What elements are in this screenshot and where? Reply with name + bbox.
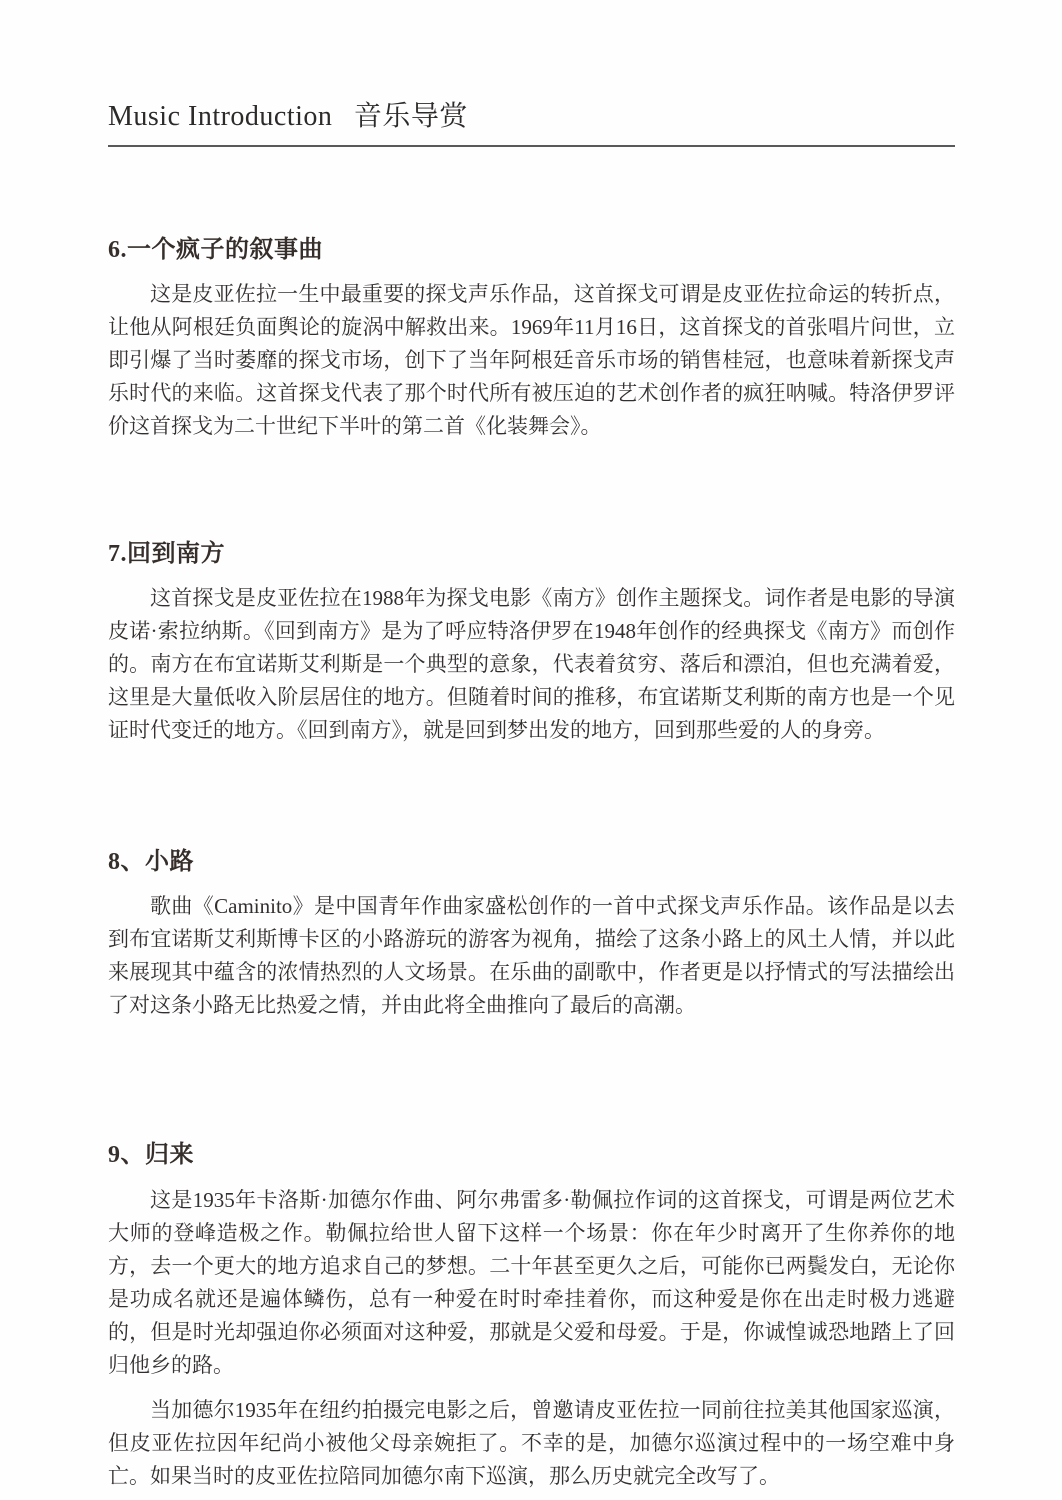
section-homecoming-paragraph-1: 这是1935年卡洛斯·加德尔作曲、阿尔弗雷多·勒佩拉作词的这首探戈，可谓是两位艺术大师的登峰造极之作。勒佩拉给世人留下这样一个场景：你在年少时离开了生你养你的地方，去一个更大的地方追求自己的梦想。二十年甚至更久之后，可能你已两鬓发白，无论你是功成名就还是遍体鳞伤，总有一种爱在时时牵挂着你，而这种爱是你在出走时极力逃避的，但是时光却强迫你必须面对这种爱，那就是父爱和母爱。于是，你诚惶诚恐地踏上了回归他乡的路。 bbox=[108, 1187, 955, 1377]
section-madman-ballad-paragraph: 这是皮亚佐拉一生中最重要的探戈声乐作品，这首探戈可谓是皮亚佐拉命运的转折点，让他从阿根廷负面舆论的旋涡中解救出来。1969年11月16日，这首探戈的首张唱片问世，立即引爆了当时萎靡的探戈市场，创下了当年阿根廷音乐市场的销售桂冠，也意味着新探戈声乐时代的来临。这首探戈代表了那个时代所有被压迫的艺术创作者的疯狂呐喊。特洛伊罗评价这首探戈为二十世纪下半叶的第二首《化装舞会》。 bbox=[108, 281, 955, 438]
page-title-english: Music Introduction bbox=[108, 101, 333, 132]
section-homecoming bbox=[108, 1140, 955, 1492]
section-caminito-heading: 8、小路 bbox=[108, 849, 194, 876]
section-return-to-south bbox=[108, 539, 955, 747]
section-return-to-south-paragraph: 这首探戈是皮亚佐拉在1988年为探戈电影《南方》创作主题探戈。词作者是电影的导演皮诺·索拉纳斯。《回到南方》是为了呼应特洛伊罗在1948年创作的经典探戈《南方》而创作的。南方在布宜诺斯艾利斯是一个典型的意象，代表着贫穷、落后和漂泊，但也充满着爱，这里是大量低收入阶层居住的地方。但随着时间的推移，布宜诺斯艾利斯的南方也是一个见证时代变迁的地方。《回到南方》，就是回到梦出发的地方，回到那些爱的人的身旁。 bbox=[108, 586, 955, 743]
section-madman-ballad bbox=[108, 235, 955, 443]
section-madman-ballad-heading: 6.一个疯子的叙事曲 bbox=[108, 236, 323, 263]
section-caminito bbox=[108, 847, 955, 1022]
header-rule bbox=[108, 145, 955, 147]
page-title bbox=[108, 102, 955, 133]
page-header bbox=[108, 102, 955, 147]
section-return-to-south-heading: 7.回到南方 bbox=[108, 540, 225, 567]
section-caminito-paragraph: 歌曲《Caminito》是中国青年作曲家盛松创作的一首中式探戈声乐作品。该作品是以去到布宜诺斯艾利斯博卡区的小路游玩的游客为视角，描绘了这条小路上的风土人情，并以此来展现其中蕴含的浓情热烈的人文场景。在乐曲的副歌中，作者更是以抒情式的写法描绘出了对这条小路无比热爱之情，并由此将全曲推向了最后的高潮。 bbox=[108, 894, 955, 1018]
page-title-chinese: 音乐导赏 bbox=[353, 101, 468, 132]
section-homecoming-paragraph-2: 当加德尔1935年在纽约拍摄完电影之后，曾邀请皮亚佐拉一同前往拉美其他国家巡演，但皮亚佐拉因年纪尚小被他父母亲婉拒了。不幸的是，加德尔巡演过程中的一场空难中身亡。如果当时的皮亚佐拉陪同加德尔南下巡演，那么历史就完全改写了。 bbox=[108, 1397, 955, 1488]
section-homecoming-heading: 9、归来 bbox=[108, 1142, 194, 1169]
